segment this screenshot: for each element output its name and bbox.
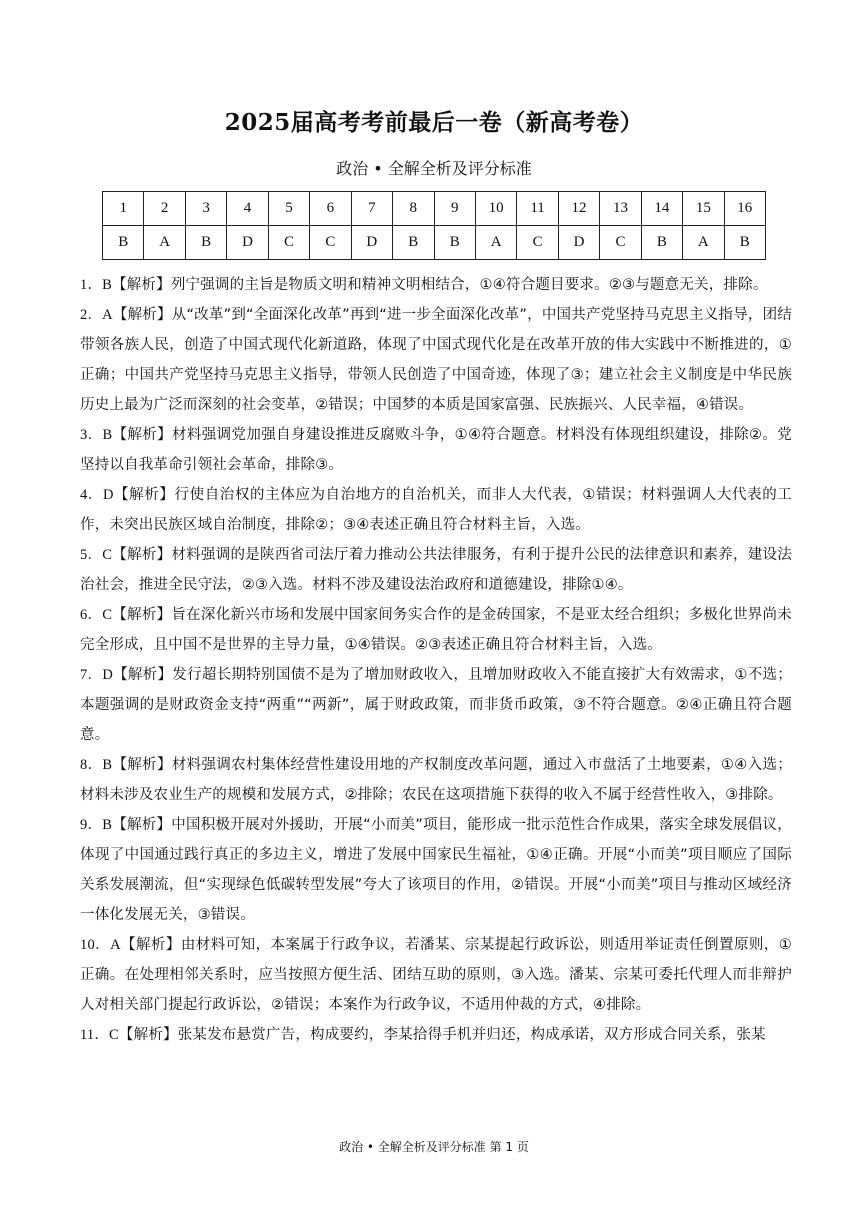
explanation-text: 材料强调的是陕西省司法厅着力推动公共法律服务，有利于提升公民的法律意识和素养，建设法治社会，推进全民守法，②③入选。材料不涉及建设法治政府和道德建设，排除①④。 [80, 547, 792, 593]
answer-cell: A [144, 226, 185, 260]
explanation-item [80, 750, 792, 810]
answer-cell: C [600, 226, 641, 260]
question-number-cell: 1 [103, 192, 144, 226]
explanation-label: 10．A【解析】 [80, 937, 181, 953]
explanation-label: 8．B【解析】 [80, 757, 172, 773]
explanation-text: 材料强调农村集体经营性建设用地的产权制度改革问题，通过入市盘活了土地要素，①④入选；材料未涉及农业生产的规模和发展方式，②排除；农民在这项措施下获得的收入不属于经营性收入，③排除。 [80, 757, 792, 803]
explanation-item [80, 600, 792, 660]
explanation-item [80, 1020, 792, 1050]
answer-cell: B [103, 226, 144, 260]
question-number-cell: 14 [641, 192, 682, 226]
explanation-label: 4．D【解析】 [80, 487, 175, 503]
question-number-cell: 10 [475, 192, 516, 226]
page-subtitle: 政治 • 全解全析及评分标准 [336, 159, 532, 178]
explanation-label: 7．D【解析】 [80, 667, 173, 683]
explanation-item [80, 270, 792, 300]
answer-cell: B [724, 226, 765, 260]
question-number-cell: 13 [600, 192, 641, 226]
explanation-label: 6．C【解析】 [80, 607, 172, 623]
explanation-text: 旨在深化新兴市场和发展中国家间务实合作的是金砖国家，不是亚太经合组织；多极化世界尚未完全形成，且中国不是世界的主导力量，①④错误。②③表述正确且符合材料主旨，入选。 [80, 607, 792, 653]
answer-cell: B [185, 226, 226, 260]
explanation-label: 11．C【解析】 [80, 1027, 178, 1043]
answer-cell: B [434, 226, 475, 260]
explanation-item [80, 540, 792, 600]
explanation-label: 3．B【解析】 [80, 427, 173, 443]
answer-cell: C [517, 226, 558, 260]
explanation-item [80, 930, 792, 1020]
answer-cell: C [310, 226, 351, 260]
explanation-text: 行使自治权的主体应为自治地方的自治机关，而非人大代表，①错误；材料强调人大代表的工作，未突出民族区域自治制度，排除②；③④表述正确且符合材料主旨，入选。 [80, 487, 792, 533]
question-number-cell: 16 [724, 192, 765, 226]
explanation-item [80, 420, 792, 480]
answer-cell: B [393, 226, 434, 260]
explanation-item [80, 660, 792, 750]
question-number-cell: 12 [558, 192, 599, 226]
question-number-cell: 8 [393, 192, 434, 226]
explanation-text: 中国积极开展对外援助，开展“小而美”项目，能形成一批示范性合作成果，落实全球发展倡议，体现了中国通过践行真正的多边主义，增进了发展中国家民生福祉，①④正确。开展“小而美”项目顺应了国际关系发展潮流，但“实现绿色低碳转型发展”夸大了该项目的作用，②错误。开展“小而美”项目与推动区域经济一体化发展无关，③错误。 [80, 817, 792, 923]
question-number-cell: 6 [310, 192, 351, 226]
answer-cell: C [268, 226, 309, 260]
question-number-cell: 4 [227, 192, 268, 226]
answer-cell: D [351, 226, 392, 260]
question-number-cell: 9 [434, 192, 475, 226]
explanation-item [80, 480, 792, 540]
question-number-cell: 7 [351, 192, 392, 226]
explanation-text: 发行超长期特别国债不是为了增加财政收入，且增加财政收入不能直接扩大有效需求，①不选；本题强调的是财政资金支持“两重”“两新”，属于财政政策，而非货币政策，③不符合题意。②④正确且符合题意。 [80, 667, 792, 743]
explanation-text: 材料强调党加强自身建设推进反腐败斗争，①④符合题意。材料没有体现组织建设，排除②。党坚持以自我革命引领社会革命，排除③。 [80, 427, 792, 473]
answer-cell: B [641, 226, 682, 260]
explanation-text: 从“改革”到“全面深化改革”再到“进一步全面深化改革”，中国共产党坚持马克思主义指导，团结带领各族人民，创造了中国式现代化新道路，体现了中国式现代化是在改革开放的伟大实践中不断推进的，①正确；中国共产党坚持马克思主义指导，带领人民创造了中国奇迹，体现了③；建立社会主义制度是中华民族历史上最为广泛而深刻的社会变革，②错误；中国梦的本质是国家富强、民族振兴、人民幸福，④错误。 [80, 307, 792, 413]
answer-cell: D [558, 226, 599, 260]
page-footer: 政治 • 全解全析及评分标准 第 1 页 [339, 1140, 529, 1154]
question-number-cell: 2 [144, 192, 185, 226]
explanation-label: 2．A【解析】 [80, 307, 172, 323]
answer-table-number-row [103, 192, 766, 226]
answer-cell: A [683, 226, 724, 260]
explanation-text: 张某发布悬赏广告，构成要约，李某拾得手机并归还，构成承诺，双方形成合同关系，张某 [177, 1027, 766, 1043]
page-title: 2025届高考考前最后一卷（新高考卷） [224, 109, 644, 136]
explanation-label: 1．B【解析】 [80, 277, 171, 293]
explanation-list [80, 270, 792, 1050]
answer-cell: A [475, 226, 516, 260]
explanation-item [80, 300, 792, 420]
explanation-label: 9．B【解析】 [80, 817, 172, 833]
explanation-text: 列宁强调的主旨是物质文明和精神文明相结合，①④符合题目要求。②③与题意无关，排除。 [170, 277, 768, 293]
answer-table [102, 191, 766, 260]
explanation-text: 由材料可知，本案属于行政争议，若潘某、宗某提起行政诉讼，则适用举证责任倒置原则，①正确。在处理相邻关系时，应当按照方便生活、团结互助的原则，③入选。潘某、宗某可委托代理人而非辩护人对相关部门提起行政诉讼，②错误；本案作为行政争议，不适用仲裁的方式，④排除。 [80, 937, 792, 1013]
question-number-cell: 5 [268, 192, 309, 226]
question-number-cell: 15 [683, 192, 724, 226]
explanation-item [80, 810, 792, 930]
question-number-cell: 11 [517, 192, 558, 226]
explanation-label: 5．C【解析】 [80, 547, 172, 563]
answer-cell: D [227, 226, 268, 260]
question-number-cell: 3 [185, 192, 226, 226]
answer-table-answer-row [103, 226, 766, 260]
